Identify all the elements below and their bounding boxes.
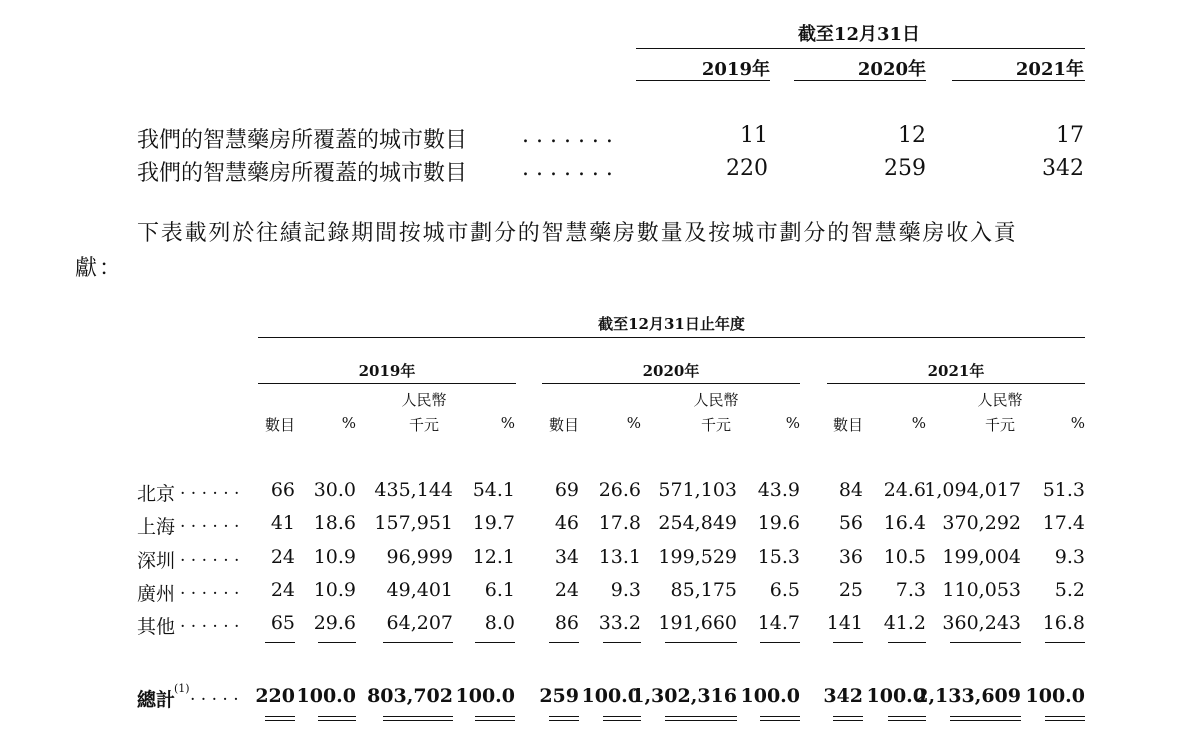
table-cell: 360,243 bbox=[942, 612, 1021, 634]
table-cell: 14.7 bbox=[757, 612, 800, 634]
col-header-thousand: 千元 bbox=[984, 416, 1015, 434]
summary-year-rule-2019 bbox=[636, 80, 770, 81]
table-cell: 49,401 bbox=[386, 579, 453, 601]
subtotal-rule bbox=[833, 642, 863, 643]
col-header-rmb: 人民幣 bbox=[977, 391, 1023, 409]
table-cell: 54.1 bbox=[472, 479, 515, 501]
summary-year-2020: 2020年 bbox=[857, 59, 926, 80]
col-header-percent: % bbox=[785, 414, 800, 432]
table-cell: 13.1 bbox=[598, 546, 641, 568]
total-cell: 803,702 bbox=[367, 685, 453, 707]
table-cell: 43.9 bbox=[757, 479, 800, 501]
table-cell: 10.5 bbox=[883, 546, 926, 568]
total-cell: 259 bbox=[539, 685, 579, 707]
table-year-2020: 2020年 bbox=[642, 362, 700, 380]
table-cell: 24 bbox=[554, 579, 579, 601]
col-header-rmb: 人民幣 bbox=[401, 391, 447, 409]
col-header-count: 數目 bbox=[832, 416, 863, 434]
table-cell: 51.3 bbox=[1042, 479, 1085, 501]
summary-row-label: 我們的智慧藥房所覆蓋的城市數目 bbox=[137, 128, 468, 153]
table-period-rule bbox=[258, 337, 1085, 338]
table-cell: 435,144 bbox=[374, 479, 453, 501]
table-cell: 41 bbox=[270, 512, 295, 534]
subtotal-rule bbox=[1045, 642, 1085, 643]
total-double-rule bbox=[265, 716, 295, 721]
total-cell: 100.0 bbox=[455, 685, 515, 707]
table-cell: 17.8 bbox=[598, 512, 641, 534]
table-cell: 5.2 bbox=[1054, 579, 1085, 601]
total-cell: 1,302,316 bbox=[631, 685, 737, 707]
table-cell: 9.3 bbox=[610, 579, 641, 601]
summary-value: 259 bbox=[884, 156, 926, 181]
table-cell: 65 bbox=[270, 612, 295, 634]
subtotal-rule bbox=[888, 642, 926, 643]
total-double-rule bbox=[383, 716, 453, 721]
table-period-header: 截至12月31日止年度 bbox=[598, 315, 745, 333]
total-double-rule bbox=[833, 716, 863, 721]
col-header-thousand: 千元 bbox=[700, 416, 731, 434]
paragraph-line-1: 下表載列於往績記錄期間按城市劃分的智慧藥房數量及按城市劃分的智慧藥房收入貢 bbox=[137, 221, 1018, 246]
total-cell: 100.0 bbox=[581, 685, 641, 707]
table-cell: 26.6 bbox=[598, 479, 641, 501]
total-double-rule bbox=[318, 716, 356, 721]
table-cell: 86 bbox=[554, 612, 579, 634]
summary-value: 17 bbox=[1056, 123, 1084, 148]
table-cell: 34 bbox=[554, 546, 579, 568]
table-cell: 254,849 bbox=[658, 512, 737, 534]
summary-row-dots: . . . . . . . bbox=[522, 123, 613, 148]
table-year-rule-2020 bbox=[542, 383, 800, 384]
table-cell: 16.8 bbox=[1042, 612, 1085, 634]
summary-value: 11 bbox=[740, 123, 768, 148]
total-double-rule bbox=[888, 716, 926, 721]
subtotal-rule bbox=[549, 642, 579, 643]
total-double-rule bbox=[1045, 716, 1085, 721]
col-header-rmb: 人民幣 bbox=[693, 391, 739, 409]
table-year-2021: 2021年 bbox=[927, 362, 985, 380]
total-cell: 100.0 bbox=[1025, 685, 1085, 707]
col-header-percent: % bbox=[626, 414, 641, 432]
summary-value: 342 bbox=[1042, 156, 1084, 181]
total-cell: 100.0 bbox=[866, 685, 926, 707]
row-leader-dots: . . . . . . bbox=[180, 612, 240, 632]
col-header-percent: % bbox=[341, 414, 356, 432]
row-leader-dots: . . . . . . bbox=[180, 546, 240, 566]
table-cell: 6.1 bbox=[484, 579, 515, 601]
summary-value: 220 bbox=[726, 156, 768, 181]
table-cell: 12.1 bbox=[472, 546, 515, 568]
subtotal-rule bbox=[760, 642, 800, 643]
summary-year-2019: 2019年 bbox=[701, 59, 770, 80]
table-cell: 1,094,017 bbox=[924, 479, 1021, 501]
col-header-percent: % bbox=[911, 414, 926, 432]
subtotal-rule bbox=[665, 642, 737, 643]
subtotal-rule bbox=[475, 642, 515, 643]
col-header-thousand: 千元 bbox=[408, 416, 439, 434]
table-cell: 9.3 bbox=[1054, 546, 1085, 568]
row-city-label: 廣州 bbox=[137, 583, 176, 605]
table-cell: 199,004 bbox=[942, 546, 1021, 568]
table-cell: 56 bbox=[838, 512, 863, 534]
table-cell: 15.3 bbox=[757, 546, 800, 568]
table-cell: 41.2 bbox=[883, 612, 926, 634]
summary-year-2021: 2021年 bbox=[1015, 59, 1084, 80]
summary-row-label: 我們的智慧藥房所覆蓋的城市數目 bbox=[137, 161, 468, 186]
total-cell: 342 bbox=[823, 685, 863, 707]
table-cell: 141 bbox=[826, 612, 863, 634]
table-year-rule-2021 bbox=[827, 383, 1085, 384]
table-cell: 10.9 bbox=[313, 546, 356, 568]
table-cell: 6.5 bbox=[769, 579, 800, 601]
subtotal-rule bbox=[318, 642, 356, 643]
row-city-label: 深圳 bbox=[137, 550, 176, 572]
table-cell: 199,529 bbox=[658, 546, 737, 568]
subtotal-rule bbox=[383, 642, 453, 643]
table-cell: 85,175 bbox=[670, 579, 737, 601]
total-double-rule bbox=[549, 716, 579, 721]
table-cell: 24 bbox=[270, 546, 295, 568]
row-city-label: 其他 bbox=[137, 616, 176, 638]
table-cell: 69 bbox=[554, 479, 579, 501]
subtotal-rule bbox=[265, 642, 295, 643]
row-leader-dots: . . . . . . bbox=[180, 579, 240, 599]
total-cell: 100.0 bbox=[296, 685, 356, 707]
table-cell: 24.6 bbox=[883, 479, 926, 501]
table-cell: 19.6 bbox=[757, 512, 800, 534]
total-double-rule bbox=[475, 716, 515, 721]
total-leader-dots: . . . . . bbox=[190, 685, 239, 705]
total-cell: 100.0 bbox=[740, 685, 800, 707]
paragraph-line-2: 獻： bbox=[75, 256, 124, 281]
summary-header: 截至12月31日 bbox=[797, 24, 921, 45]
summary-row-dots: . . . . . . . bbox=[522, 156, 613, 181]
table-cell: 10.9 bbox=[313, 579, 356, 601]
col-header-percent: % bbox=[500, 414, 515, 432]
row-city-label: 上海 bbox=[137, 516, 176, 538]
col-header-count: 數目 bbox=[264, 416, 295, 434]
table-cell: 66 bbox=[270, 479, 295, 501]
table-cell: 16.4 bbox=[883, 512, 926, 534]
table-cell: 96,999 bbox=[386, 546, 453, 568]
table-cell: 370,292 bbox=[942, 512, 1021, 534]
table-cell: 571,103 bbox=[658, 479, 737, 501]
row-city-label: 北京 bbox=[137, 483, 176, 505]
summary-year-rule-2021 bbox=[952, 80, 1085, 81]
total-label: 總計 bbox=[137, 689, 176, 711]
table-cell: 29.6 bbox=[313, 612, 356, 634]
summary-value: 12 bbox=[898, 123, 926, 148]
summary-year-rule-2020 bbox=[794, 80, 926, 81]
table-cell: 24 bbox=[270, 579, 295, 601]
table-cell: 19.7 bbox=[472, 512, 515, 534]
table-cell: 84 bbox=[838, 479, 863, 501]
table-cell: 17.4 bbox=[1042, 512, 1085, 534]
subtotal-rule bbox=[603, 642, 641, 643]
table-year-rule-2019 bbox=[258, 383, 516, 384]
col-header-count: 數目 bbox=[548, 416, 579, 434]
table-cell: 191,660 bbox=[658, 612, 737, 634]
table-cell: 8.0 bbox=[484, 612, 515, 634]
table-cell: 36 bbox=[838, 546, 863, 568]
table-year-2019: 2019年 bbox=[358, 362, 416, 380]
row-leader-dots: . . . . . . bbox=[180, 512, 240, 532]
col-header-percent: % bbox=[1070, 414, 1085, 432]
summary-header-rule bbox=[636, 48, 1085, 49]
table-cell: 7.3 bbox=[895, 579, 926, 601]
table-cell: 30.0 bbox=[313, 479, 356, 501]
table-cell: 64,207 bbox=[386, 612, 453, 634]
total-double-rule bbox=[603, 716, 641, 721]
row-leader-dots: . . . . . . bbox=[180, 479, 240, 499]
table-cell: 25 bbox=[838, 579, 863, 601]
table-cell: 33.2 bbox=[598, 612, 641, 634]
table-cell: 18.6 bbox=[313, 512, 356, 534]
subtotal-rule bbox=[950, 642, 1021, 643]
total-double-rule bbox=[665, 716, 737, 721]
table-cell: 110,053 bbox=[942, 579, 1021, 601]
total-double-rule bbox=[760, 716, 800, 721]
table-cell: 46 bbox=[554, 512, 579, 534]
table-cell: 157,951 bbox=[374, 512, 453, 534]
total-footnote-marker: (1) bbox=[174, 682, 190, 695]
total-cell: 220 bbox=[255, 685, 295, 707]
total-double-rule bbox=[950, 716, 1021, 721]
total-cell: 2,133,609 bbox=[915, 685, 1021, 707]
